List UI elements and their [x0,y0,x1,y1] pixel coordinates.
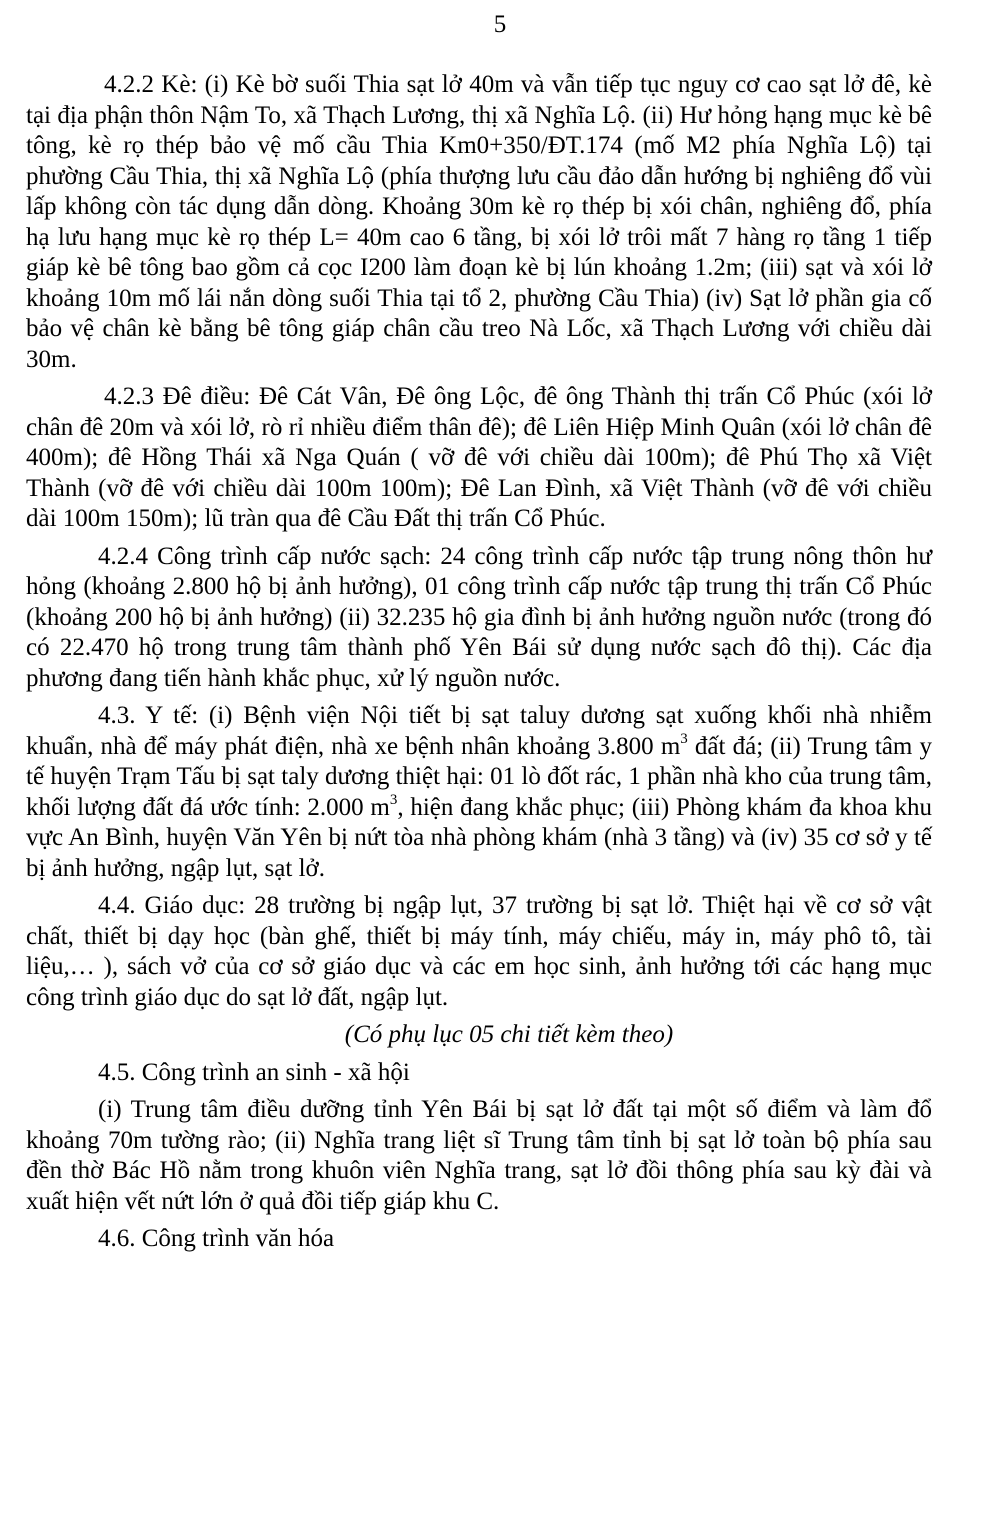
paragraph-4-3-healthcare [26,701,932,884]
appendix-note: (Có phụ lục 05 chi tiết kèm theo) [344,1021,674,1048]
cubic-superscript: 3 [389,791,398,808]
healthcare-text-part-3: , hiện đang khắc phục; (iii) Phòng khám đa khoa khu vực An Bình, huyện Văn Yên bị nứt tòa nhà phòng khám (nhà 3 tầng) và (iv) 35 cơ sở y tế bị ảnh hưởng, ngập lụt, sạt lở. [26,793,933,882]
document-body [26,70,932,1262]
paragraph-4-2-3-dykes: 4.2.3 Đê điều: Đê Cát Vân, Đê ông Lộc, đê ông Thành thị trấn Cổ Phúc (xói lở chân đê 20m và xói lở, rò rỉ nhiều điểm thân đê); đê Liên Hiệp Minh Quân (xói lở chân đê 400m); đê Hồng Thái xã Nga Quán ( vỡ đê với chiều dài 100m); đê Phú Thọ xã Việt Thành (vỡ đê với chiều dài 100m 100m); Đê Lan Đình, xã Việt Thành (vỡ đê với chiều dài 100m 150m); lũ tràn qua đê Cầu Đất thị trấn Cổ Phúc. [26,383,932,532]
heading-4-5-social-welfare: 4.5. Công trình an sinh - xã hội [98,1058,410,1086]
page-number: 5 [493,11,507,38]
healthcare-text-part-1: 4.3. Y tế: (i) Bệnh viện Nội tiết bị sạt taluy dương sạt xuống khối nhà nhiễm khuẩn, nhà để máy phát điện, nhà xe bệnh nhân khoảng 3.800 m [26,702,932,760]
paragraph-4-4-education: 4.4. Giáo dục: 28 trường bị ngập lụt, 37 trường bị sạt lở. Thiệt hại về cơ sở vật chất, thiết bị dạy học (bàn ghế, thiết bị máy tính, máy chiếu, máy in, máy phô tô, tài liệu,… ), sách vở của cơ sở giáo dục và các em học sinh, ảnh hưởng tới các hạng mục công trình giáo dục do sạt lở đất, ngập lụt. [26,892,932,1011]
paragraph-4-2-4-clean-water: 4.2.4 Công trình cấp nước sạch: 24 công trình cấp nước tập trung nông thôn hư hỏng (khoảng 2.800 hộ bị ảnh hưởng), 01 công trình cấp nước tập trung thị trấn Cổ Phúc (khoảng 200 hộ bị ảnh hưởng) (ii) 32.235 hộ gia đình bị ảnh hưởng nguồn nước (trong đó có 22.470 hộ trong trung tâm thành phố Yên Bái sử dụng nước sạch đô thị). Các địa phương đang tiến hành khắc phục, xử lý nguồn nước. [26,542,932,692]
heading-4-6-cultural-works: 4.6. Công trình văn hóa [98,1225,335,1252]
healthcare-text-part-2: đất đá; (ii) Trung tâm y tế huyện Trạm Tấu bị sạt taly dương thiệt hại: 01 lò đốt rác, 1 phần nhà kho của trung tâm, khối lượng đất đá ước tính: 2.000 m [26,732,932,821]
paragraph-4-2-2-embankment: 4.2.2 Kè: (i) Kè bờ suối Thia sạt lở 40m và vẫn tiếp tục nguy cơ cao sạt lở đê, kè tại địa phận thôn Nậm To, xã Thạch Lương, thị xã Nghĩa Lộ. (ii) Hư hỏng hạng mục kè bê tông, kè rọ thép bảo vệ mố cầu Thia Km0+350/ĐT.174 (mố M2 phía Nghĩa Lộ) tại phường Cầu Thia, thị xã Nghĩa Lộ (phía thượng lưu cầu đảo dẫn hướng bị nghiêng đổ vùi lấp không còn tác dụng dẫn dòng. Khoảng 30m kè rọ thép bị xói chân, nghiêng đổ, phía hạ lưu hạng mục kè rọ thép L= 40m cao 6 tầng, bị xói lở trôi mất 7 hàng rọ tầng 1 tiếp giáp kè bê tông bao gồm cả cọc I200 làm đoạn kè bị lún khoảng 1.2m; (iii) sạt và xói lở khoảng 10m mố lái nắn dòng suối Thia tại tổ 2, phường Cầu Thia) (iv) Sạt lở phần gia cố bảo vệ chân kè bằng bê tông giáp chân cầu treo Nà Lốc, xã Thạch Lương với chiều dài 30m. [26,71,932,373]
paragraph-4-5-social-welfare: (i) Trung tâm điều dưỡng tỉnh Yên Bái bị sạt lở đất tại một số điểm và làm đổ khoảng 70m tường rào; (ii) Nghĩa trang liệt sĩ Trung tâm tỉnh bị sạt lở toàn bộ phía sau đền thờ Bác Hồ nằm trong khuôn viên Nghĩa trang, sạt lở đồi thông phía sau kỳ đài và xuất hiện vết nứt lớn ở quả đồi tiếp giáp khu C. [26,1096,932,1215]
cubic-superscript: 3 [680,730,688,747]
